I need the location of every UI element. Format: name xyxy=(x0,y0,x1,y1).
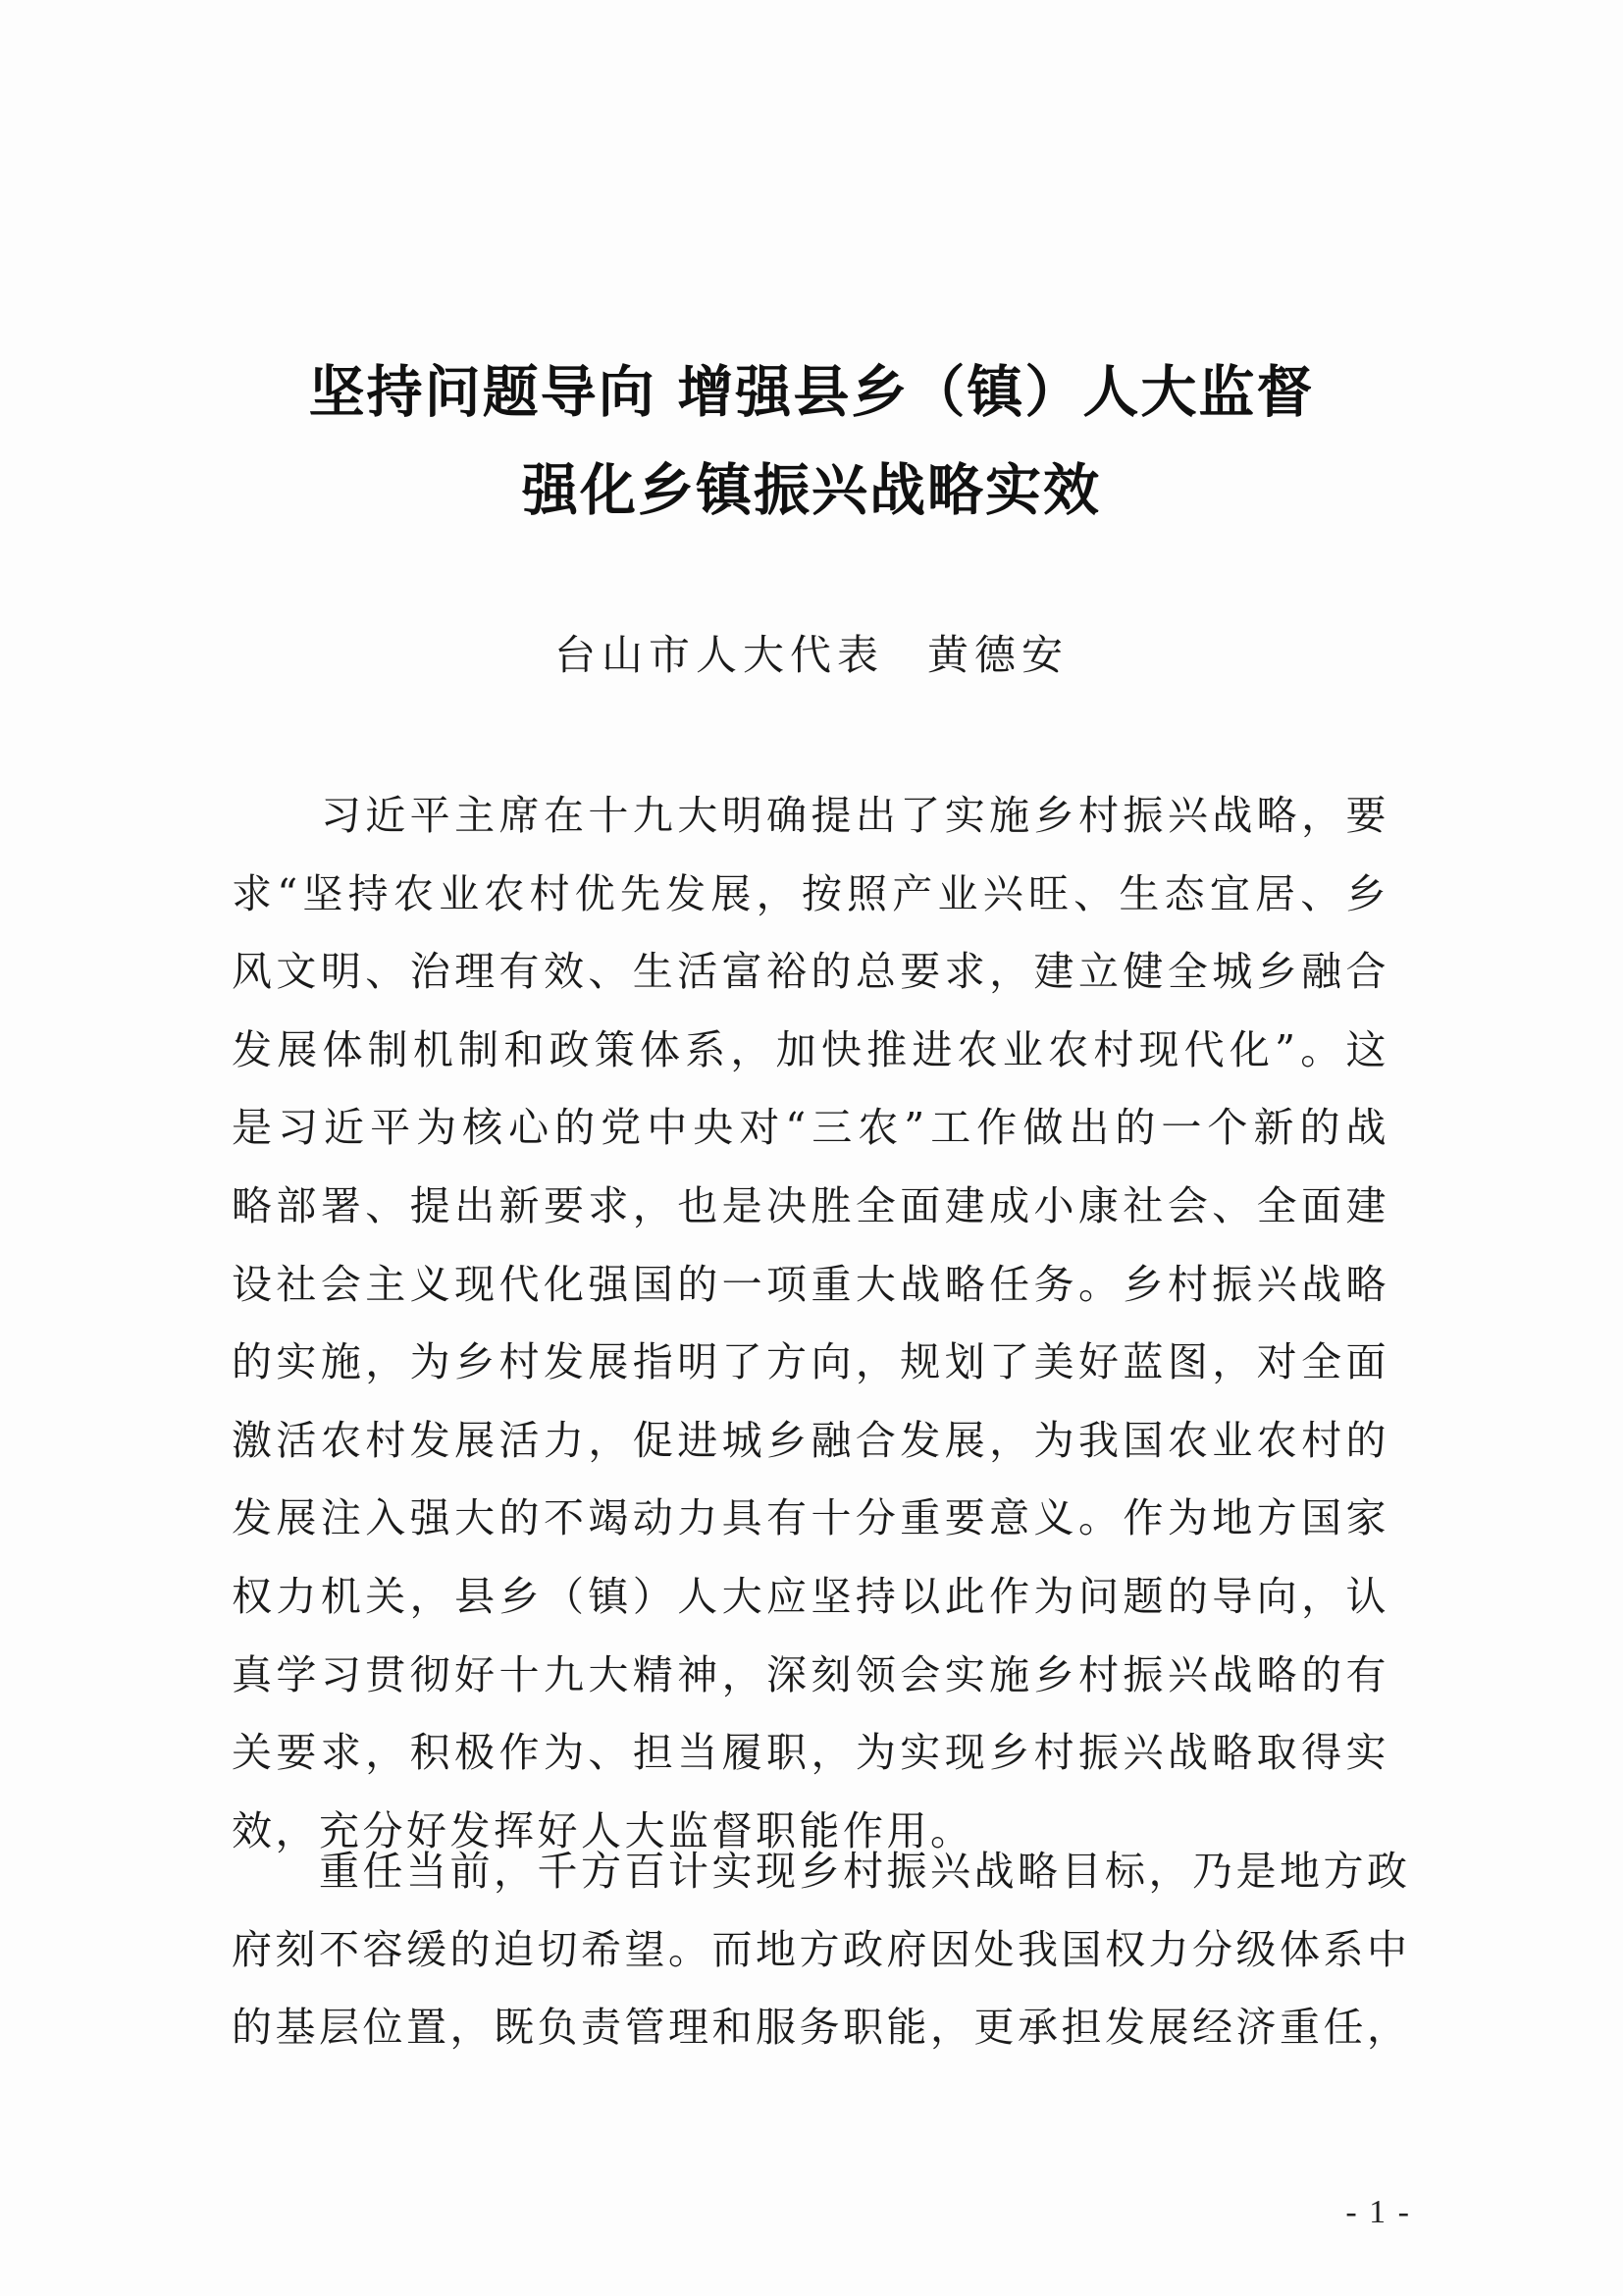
paragraph-line: 设社会主义现代化强国的一项重大战略任务。乡村振兴战略 xyxy=(232,1260,1389,1308)
paragraph-line: 的实施，为乡村发展指明了方向，规划了美好蓝图，对全面 xyxy=(232,1338,1389,1386)
paragraph-line: 激活农村发展活力，促进城乡融合发展，为我国农业农村的 xyxy=(232,1416,1389,1464)
paragraph-line: 关要求，积极作为、担当履职，为实现乡村振兴战略取得实 xyxy=(232,1729,1389,1777)
paragraph-line: 发展体制机制和政策体系，加快推进农业农村现代化”。这 xyxy=(232,1025,1389,1073)
author-name: 黄德安 xyxy=(927,631,1070,679)
paragraph-line: 权力机关，县乡（镇）人大应坚持以此作为问题的导向，认 xyxy=(232,1572,1389,1620)
paragraph-line: 府刻不容缓的迫切希望。而地方政府因处我国权力分级体系中 xyxy=(232,1925,1411,1973)
body-paragraph-1 xyxy=(232,777,1389,1870)
author-role: 台山市人大代表 xyxy=(553,631,884,679)
paragraph-line: 效，充分好发挥好人大监督职能作用。 xyxy=(232,1806,974,1854)
document-title-line-2: 强化乡镇振兴战略实效 xyxy=(522,457,1101,523)
page-number: - 1 - xyxy=(1345,2194,1411,2230)
paragraph-line: 求“坚持农业农村优先发展，按照产业兴旺、生态宜居、乡 xyxy=(232,869,1389,917)
paragraph-line: 重任当前，千方百计实现乡村振兴战略目标，乃是地方政 xyxy=(232,1848,1411,1895)
author-byline xyxy=(0,630,1623,681)
paragraph-line: 习近平主席在十九大明确提出了实施乡村振兴战略，要 xyxy=(232,792,1389,839)
paragraph-line: 的基层位置，既负责管理和服务职能，更承担发展经济重任， xyxy=(232,2004,1411,2052)
paragraph-line: 发展注入强大的不竭动力具有十分重要意义。作为地方国家 xyxy=(232,1494,1389,1542)
paragraph-line: 是习近平为核心的党中央对“三农”工作做出的一个新的战 xyxy=(232,1104,1389,1152)
document-title-line-1: 坚持问题导向 增强县乡（镇）人大监督 xyxy=(308,359,1315,425)
paragraph-line: 真学习贯彻好十九大精神，深刻领会实施乡村振兴战略的有 xyxy=(232,1650,1389,1698)
body-paragraph-2 xyxy=(232,1833,1411,2067)
paragraph-line: 略部署、提出新要求，也是决胜全面建成小康社会、全面建 xyxy=(232,1181,1389,1229)
paragraph-line: 风文明、治理有效、生活富裕的总要求，建立健全城乡融合 xyxy=(232,948,1389,996)
